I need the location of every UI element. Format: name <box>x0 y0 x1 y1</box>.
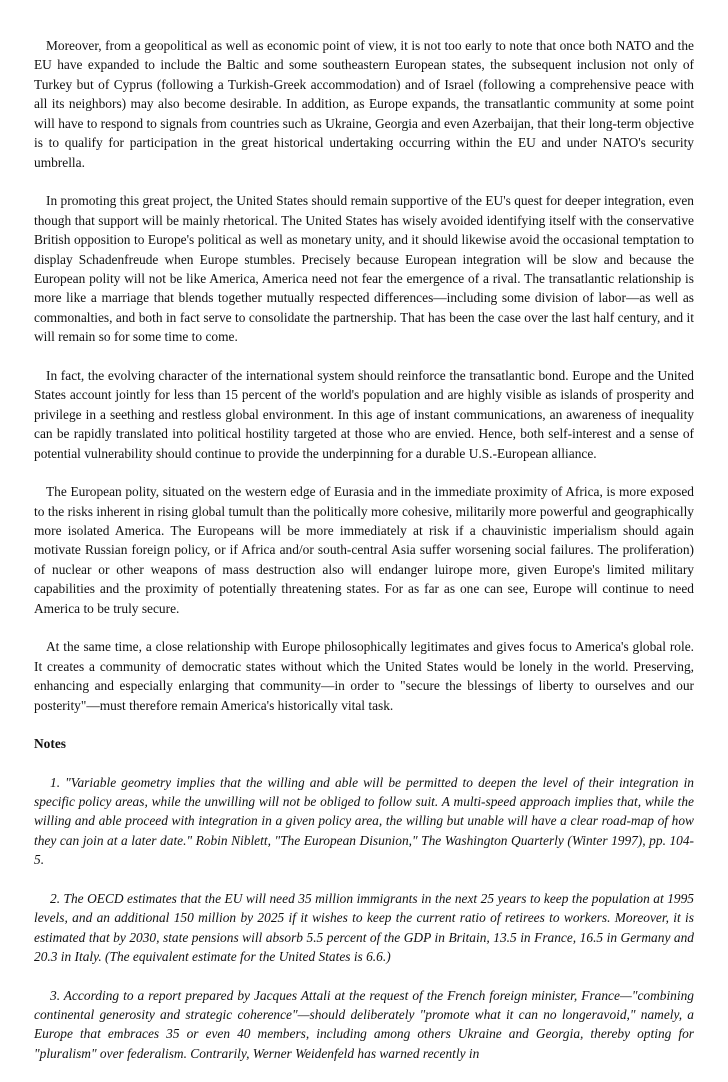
body-paragraph-5: At the same time, a close relationship with Europe philosophically legitimates and gives focus to America's global role. It creates a community of democratic states without which the United States would be lonely in the world. Preserving, enhancing and especially enlarging that community—in order to "secure the blessings of liberty to ourselves and our posterity"—must therefore remain America's historically vital task. <box>34 639 694 713</box>
body-paragraph-1: Moreover, from a geopolitical as well as economic point of view, it is not too early to note that once both NATO and the EU have expanded to include the Baltic and some southeastern European states, the subsequent inclusion not only of Turkey but of Cyprus (following a Turkish-Greek accommodation) and of Israel (following a comprehensive peace with all its neighbors) may also become desirable. In addition, as Europe expands, the transatlantic community at some point will have to respond to signals from countries such as Ukraine, Georgia and even Azerbaijan, that their long-term objective is to qualify for participation in the great historical undertaking occurring within the EU and under NATO's security umbrella. <box>34 38 694 170</box>
body-paragraph-2: In promoting this great project, the United States should remain supportive of the EU's quest for deeper integration, even though that support will be mainly rhetorical. The United States has wisely avoided identifying itself with the conservative British opposition to Europe's political as well as monetary unity, and it should likewise avoid the occasional temptation to display Schadenfreude when Europe stumbles. Precisely because European integration will be slow and because the European polity will not be like America, America need not fear the emergence of a rival. The transatlantic relationship is more like a marriage that blends together mutually respected differences—including some division of labor—as well as commonalties, and both in fact serve to consolidate the partnership. That has been the case over the last half century, and it will remain so for some time to come. <box>34 193 694 345</box>
note-3: 3. According to a report prepared by Jacques Attali at the request of the French foreign minister, France—"combining continental generosity and strategic coherence"—should deliberately "promote what it can no longeravoid," namely, a Europe that embraces 35 or even 40 members, including among others Ukraine and Georgia, thereby opting for "pluralism" over federalism. Contrarily, Werner Weidenfeld has warned recently in <box>34 987 694 1061</box>
body-paragraph-3: In fact, the evolving character of the international system should reinforce the transatlantic bond. Europe and the United States account jointly for less than 15 percent of the world's population and are highly visible as islands of prosperity and privilege in a seething and restless global environment. In this age of instant communications, an awareness of inequality can be rapidly translated into political hostility targeted at those who are envied. Hence, both self-interest and a sense of potential vulnerability should continue to provide the underpinning for a durable U.S.-European alliance. <box>34 367 694 461</box>
notes-heading: Notes <box>34 736 66 752</box>
document-page <box>34 36 694 1082</box>
body-paragraph-4: The European polity, situated on the western edge of Eurasia and in the immediate proximity of Africa, is more exposed to the risks inherent in rising global tumult than the politically more cohesive, militarily more powerful and geographically more isolated America. The Europeans will be more immediately at risk if a chauvinistic imperialism should again motivate Russian foreign policy, or if Africa and/or south-central Asia suffer worsening social failures. The proliferation) of nuclear or other weapons of mass destruction also will endanger luirope more, given Europe's limited military capabilities and the proximity of potentially threatening states. For as far as one can see, Europe will continue to need America to be truly secure. <box>34 484 694 616</box>
note-2: 2. The OECD estimates that the EU will need 35 million immigrants in the next 25 years to keep the population at 1995 levels, and an additional 150 million by 2025 if it wishes to keep the current ratio of retirees to workers. Moreover, it is estimated that by 2030, state pensions will absorb 5.5 percent of the GDP in Britain, 13.5 in France, 16.5 in Germany and 20.3 in Italy. (The equivalent estimate for the United States is 6.6.) <box>34 890 694 965</box>
note-1: 1. "Variable geometry implies that the willing and able will be permitted to deepen the level of their integration in specific policy areas, while the unwilling will not be obliged to follow suit. A multi-speed approach implies that, while the willing and able proceed with integration in a given policy area, the willing but unable will have a clear road-map of how they can join at a later date." Robin Niblett, "The European Disunion," The Washington Quarterly (Winter 1997), pp. 104-5. <box>34 774 694 868</box>
